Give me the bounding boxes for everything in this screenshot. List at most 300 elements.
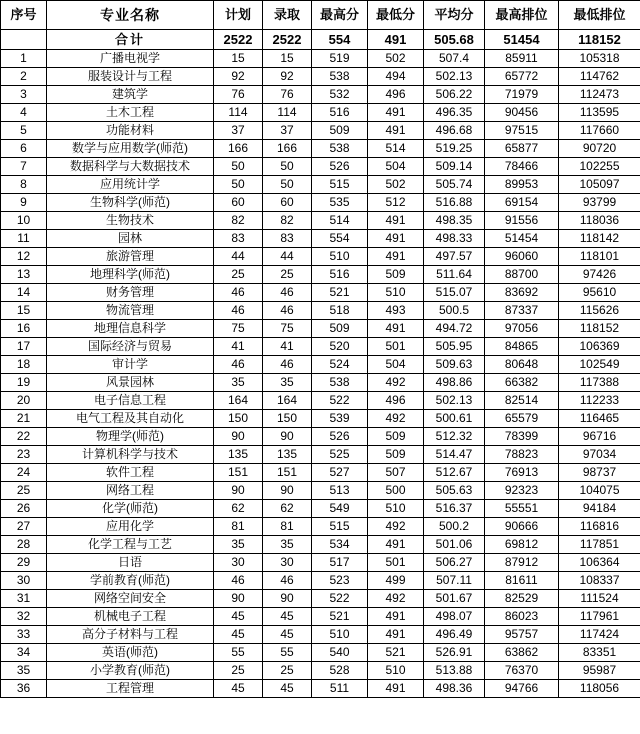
plan-cell: 44 [214,248,263,266]
admitted-cell: 151 [263,464,312,482]
header-row [1,1,640,30]
rank-low-cell: 98737 [559,464,640,482]
plan-cell: 25 [214,266,263,284]
avg-cell: 494.72 [424,320,485,338]
table-row [1,590,640,608]
total-max: 554 [312,30,368,50]
major-cell: 化学工程与工艺 [47,536,214,554]
index-cell: 9 [1,194,47,212]
index-cell: 20 [1,392,47,410]
header-rank-high: 最高排位 [485,1,559,30]
table-row [1,662,640,680]
min-cell: 510 [368,284,424,302]
table-body [1,1,640,698]
rank-high-cell: 96060 [485,248,559,266]
rank-high-cell: 95757 [485,626,559,644]
max-cell: 554 [312,230,368,248]
table-row [1,176,640,194]
major-cell: 服装设计与工程 [47,68,214,86]
plan-cell: 45 [214,680,263,698]
avg-cell: 500.5 [424,302,485,320]
rank-low-cell: 118101 [559,248,640,266]
major-cell: 数据科学与大数据技术 [47,158,214,176]
rank-high-cell: 51454 [485,230,559,248]
avg-cell: 501.06 [424,536,485,554]
rank-high-cell: 88700 [485,266,559,284]
major-cell: 英语(师范) [47,644,214,662]
rank-low-cell: 117388 [559,374,640,392]
min-cell: 509 [368,446,424,464]
avg-cell: 496.49 [424,626,485,644]
plan-cell: 92 [214,68,263,86]
rank-low-cell: 108337 [559,572,640,590]
min-cell: 491 [368,608,424,626]
avg-cell: 509.63 [424,356,485,374]
admitted-cell: 92 [263,68,312,86]
rank-high-cell: 97515 [485,122,559,140]
table-row [1,284,640,302]
index-cell: 32 [1,608,47,626]
min-cell: 492 [368,590,424,608]
rank-low-cell: 94184 [559,500,640,518]
avg-cell: 498.35 [424,212,485,230]
major-cell: 应用化学 [47,518,214,536]
min-cell: 491 [368,626,424,644]
header-major: 专业名称 [47,1,214,30]
max-cell: 519 [312,50,368,68]
plan-cell: 35 [214,374,263,392]
min-cell: 507 [368,464,424,482]
rank-low-cell: 105318 [559,50,640,68]
max-cell: 513 [312,482,368,500]
header-avg: 平均分 [424,1,485,30]
admitted-cell: 82 [263,212,312,230]
plan-cell: 37 [214,122,263,140]
total-avg: 505.68 [424,30,485,50]
major-cell: 审计学 [47,356,214,374]
avg-cell: 514.47 [424,446,485,464]
avg-cell: 516.88 [424,194,485,212]
plan-cell: 15 [214,50,263,68]
min-cell: 510 [368,662,424,680]
admitted-cell: 45 [263,680,312,698]
min-cell: 509 [368,266,424,284]
index-cell: 8 [1,176,47,194]
table-row [1,302,640,320]
max-cell: 520 [312,338,368,356]
avg-cell: 509.14 [424,158,485,176]
avg-cell: 526.91 [424,644,485,662]
rank-low-cell: 95987 [559,662,640,680]
rank-low-cell: 112473 [559,86,640,104]
total-row [1,30,640,50]
rank-high-cell: 84865 [485,338,559,356]
avg-cell: 519.25 [424,140,485,158]
rank-high-cell: 90456 [485,104,559,122]
rank-low-cell: 102549 [559,356,640,374]
header-plan: 计划 [214,1,263,30]
major-cell: 物流管理 [47,302,214,320]
max-cell: 509 [312,320,368,338]
plan-cell: 55 [214,644,263,662]
max-cell: 516 [312,104,368,122]
plan-cell: 35 [214,536,263,554]
avg-cell: 511.64 [424,266,485,284]
admitted-cell: 46 [263,356,312,374]
rank-low-cell: 113595 [559,104,640,122]
rank-low-cell: 104075 [559,482,640,500]
rank-high-cell: 76370 [485,662,559,680]
major-cell: 小学教育(师范) [47,662,214,680]
min-cell: 501 [368,554,424,572]
rank-low-cell: 95610 [559,284,640,302]
rank-low-cell: 117424 [559,626,640,644]
admitted-cell: 44 [263,248,312,266]
table-row [1,212,640,230]
rank-high-cell: 94766 [485,680,559,698]
rank-low-cell: 112233 [559,392,640,410]
table-row [1,464,640,482]
total-min: 491 [368,30,424,50]
rank-high-cell: 92323 [485,482,559,500]
table-row [1,338,640,356]
plan-cell: 45 [214,608,263,626]
admitted-cell: 45 [263,626,312,644]
rank-low-cell: 111524 [559,590,640,608]
min-cell: 501 [368,338,424,356]
avg-cell: 512.32 [424,428,485,446]
max-cell: 522 [312,392,368,410]
avg-cell: 506.27 [424,554,485,572]
min-cell: 491 [368,680,424,698]
header-index: 序号 [1,1,47,30]
index-cell: 27 [1,518,47,536]
avg-cell: 513.88 [424,662,485,680]
major-cell: 机械电子工程 [47,608,214,626]
min-cell: 491 [368,104,424,122]
rank-high-cell: 85911 [485,50,559,68]
rank-high-cell: 63862 [485,644,559,662]
rank-low-cell: 102255 [559,158,640,176]
table-row [1,572,640,590]
plan-cell: 82 [214,212,263,230]
rank-high-cell: 66382 [485,374,559,392]
max-cell: 538 [312,374,368,392]
plan-cell: 150 [214,410,263,428]
min-cell: 496 [368,392,424,410]
major-cell: 地理信息科学 [47,320,214,338]
table-row [1,446,640,464]
admitted-cell: 35 [263,536,312,554]
max-cell: 534 [312,536,368,554]
min-cell: 514 [368,140,424,158]
index-cell: 22 [1,428,47,446]
rank-high-cell: 87912 [485,554,559,572]
plan-cell: 90 [214,590,263,608]
table-row [1,410,640,428]
table-row [1,50,640,68]
admitted-cell: 15 [263,50,312,68]
max-cell: 509 [312,122,368,140]
rank-high-cell: 97056 [485,320,559,338]
table-row [1,248,640,266]
avg-cell: 497.57 [424,248,485,266]
rank-low-cell: 105097 [559,176,640,194]
major-cell: 网络空间安全 [47,590,214,608]
major-cell: 工程管理 [47,680,214,698]
max-cell: 514 [312,212,368,230]
table-row [1,356,640,374]
rank-high-cell: 91556 [485,212,559,230]
index-cell: 16 [1,320,47,338]
index-cell: 7 [1,158,47,176]
min-cell: 496 [368,86,424,104]
min-cell: 492 [368,518,424,536]
max-cell: 539 [312,410,368,428]
avg-cell: 506.22 [424,86,485,104]
table-row [1,320,640,338]
min-cell: 504 [368,158,424,176]
major-cell: 国际经济与贸易 [47,338,214,356]
rank-high-cell: 87337 [485,302,559,320]
min-cell: 491 [368,122,424,140]
plan-cell: 166 [214,140,263,158]
admitted-cell: 83 [263,230,312,248]
rank-high-cell: 69154 [485,194,559,212]
index-cell: 28 [1,536,47,554]
rank-low-cell: 106369 [559,338,640,356]
plan-cell: 164 [214,392,263,410]
rank-low-cell: 117660 [559,122,640,140]
avg-cell: 507.11 [424,572,485,590]
major-cell: 高分子材料与工程 [47,626,214,644]
plan-cell: 60 [214,194,263,212]
rank-low-cell: 97426 [559,266,640,284]
index-cell: 4 [1,104,47,122]
major-cell: 风景园林 [47,374,214,392]
rank-high-cell: 65877 [485,140,559,158]
max-cell: 517 [312,554,368,572]
plan-cell: 90 [214,482,263,500]
admitted-cell: 46 [263,302,312,320]
rank-high-cell: 78399 [485,428,559,446]
avg-cell: 498.33 [424,230,485,248]
rank-high-cell: 90666 [485,518,559,536]
max-cell: 521 [312,608,368,626]
plan-cell: 41 [214,338,263,356]
table-row [1,68,640,86]
index-cell: 3 [1,86,47,104]
rank-low-cell: 117851 [559,536,640,554]
min-cell: 510 [368,500,424,518]
total-label: 合计 [47,30,214,50]
avg-cell: 498.36 [424,680,485,698]
max-cell: 549 [312,500,368,518]
major-cell: 学前教育(师范) [47,572,214,590]
max-cell: 523 [312,572,368,590]
table-row [1,392,640,410]
major-cell: 功能材料 [47,122,214,140]
table-row [1,428,640,446]
min-cell: 494 [368,68,424,86]
max-cell: 526 [312,158,368,176]
admitted-cell: 46 [263,572,312,590]
admitted-cell: 90 [263,482,312,500]
plan-cell: 46 [214,284,263,302]
max-cell: 535 [312,194,368,212]
rank-high-cell: 78466 [485,158,559,176]
index-cell: 1 [1,50,47,68]
major-cell: 广播电视学 [47,50,214,68]
min-cell: 491 [368,230,424,248]
table-row [1,680,640,698]
admitted-cell: 50 [263,176,312,194]
table-row [1,104,640,122]
rank-high-cell: 76913 [485,464,559,482]
min-cell: 500 [368,482,424,500]
header-admitted: 录取 [263,1,312,30]
min-cell: 491 [368,248,424,266]
max-cell: 525 [312,446,368,464]
plan-cell: 135 [214,446,263,464]
min-cell: 502 [368,50,424,68]
table-row [1,500,640,518]
plan-cell: 83 [214,230,263,248]
major-cell: 物理学(师范) [47,428,214,446]
table-row [1,122,640,140]
index-cell: 2 [1,68,47,86]
table-row [1,230,640,248]
major-cell: 地理科学(师范) [47,266,214,284]
index-cell: 10 [1,212,47,230]
min-cell: 521 [368,644,424,662]
table-row [1,158,640,176]
table-row [1,374,640,392]
rank-high-cell: 82529 [485,590,559,608]
max-cell: 532 [312,86,368,104]
admitted-cell: 62 [263,500,312,518]
plan-cell: 50 [214,158,263,176]
max-cell: 538 [312,140,368,158]
plan-cell: 30 [214,554,263,572]
max-cell: 511 [312,680,368,698]
index-cell: 24 [1,464,47,482]
admitted-cell: 25 [263,662,312,680]
major-cell: 土木工程 [47,104,214,122]
header-min: 最低分 [368,1,424,30]
admitted-cell: 37 [263,122,312,140]
admitted-cell: 41 [263,338,312,356]
admitted-cell: 50 [263,158,312,176]
admitted-cell: 30 [263,554,312,572]
min-cell: 492 [368,374,424,392]
index-cell: 36 [1,680,47,698]
avg-cell: 498.07 [424,608,485,626]
admitted-cell: 114 [263,104,312,122]
admitted-cell: 150 [263,410,312,428]
avg-cell: 505.74 [424,176,485,194]
max-cell: 524 [312,356,368,374]
admitted-cell: 76 [263,86,312,104]
rank-low-cell: 118036 [559,212,640,230]
rank-low-cell: 115626 [559,302,640,320]
avg-cell: 507.4 [424,50,485,68]
plan-cell: 75 [214,320,263,338]
table-row [1,86,640,104]
admitted-cell: 45 [263,608,312,626]
max-cell: 526 [312,428,368,446]
index-cell: 15 [1,302,47,320]
index-cell: 6 [1,140,47,158]
rank-high-cell: 86023 [485,608,559,626]
header-rank-low: 最低排位 [559,1,640,30]
total-rank-low: 118152 [559,30,640,50]
table-row [1,194,640,212]
rank-high-cell: 78823 [485,446,559,464]
avg-cell: 502.13 [424,68,485,86]
total-index-cell [1,30,47,50]
rank-high-cell: 83692 [485,284,559,302]
max-cell: 538 [312,68,368,86]
avg-cell: 500.2 [424,518,485,536]
total-plan: 2522 [214,30,263,50]
major-cell: 日语 [47,554,214,572]
rank-low-cell: 114762 [559,68,640,86]
max-cell: 521 [312,284,368,302]
rank-low-cell: 116816 [559,518,640,536]
max-cell: 540 [312,644,368,662]
table-row [1,644,640,662]
index-cell: 17 [1,338,47,356]
table-row [1,536,640,554]
max-cell: 522 [312,590,368,608]
plan-cell: 50 [214,176,263,194]
major-cell: 电子信息工程 [47,392,214,410]
max-cell: 515 [312,176,368,194]
max-cell: 528 [312,662,368,680]
rank-low-cell: 90720 [559,140,640,158]
major-cell: 数学与应用数学(师范) [47,140,214,158]
admitted-cell: 90 [263,590,312,608]
table-row [1,608,640,626]
admitted-cell: 35 [263,374,312,392]
table-row [1,554,640,572]
max-cell: 516 [312,266,368,284]
table-row [1,482,640,500]
min-cell: 493 [368,302,424,320]
plan-cell: 25 [214,662,263,680]
rank-low-cell: 117961 [559,608,640,626]
plan-cell: 90 [214,428,263,446]
min-cell: 492 [368,410,424,428]
index-cell: 31 [1,590,47,608]
avg-cell: 502.13 [424,392,485,410]
major-cell: 化学(师范) [47,500,214,518]
max-cell: 515 [312,518,368,536]
rank-low-cell: 93799 [559,194,640,212]
min-cell: 491 [368,320,424,338]
index-cell: 30 [1,572,47,590]
table-row [1,140,640,158]
index-cell: 23 [1,446,47,464]
table-row [1,518,640,536]
rank-high-cell: 69812 [485,536,559,554]
index-cell: 5 [1,122,47,140]
index-cell: 33 [1,626,47,644]
index-cell: 14 [1,284,47,302]
major-cell: 旅游管理 [47,248,214,266]
index-cell: 11 [1,230,47,248]
